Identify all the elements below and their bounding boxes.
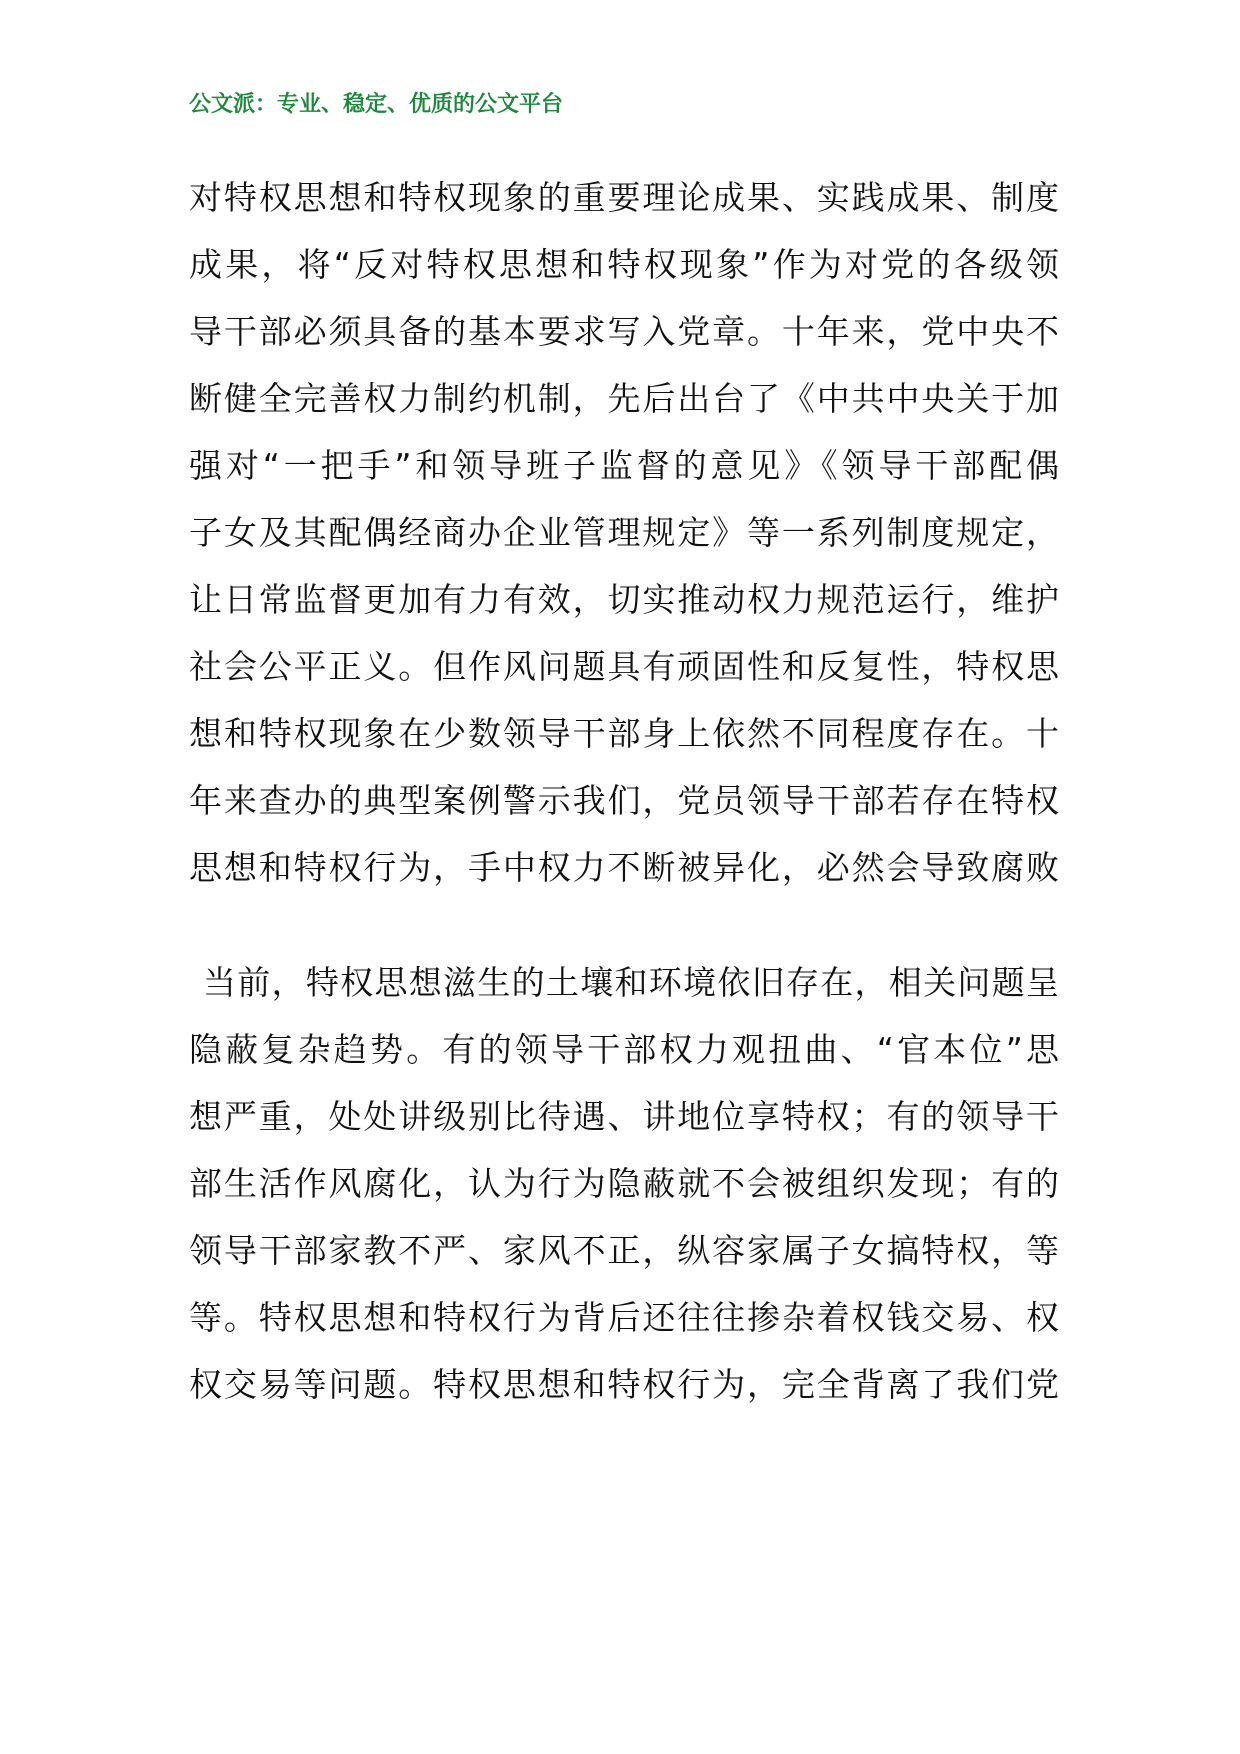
paragraph-1-line-7: 让日常监督更加有力有效，切实推动权力规范运行，维护	[189, 580, 1059, 619]
paragraph-2-line-1: 当前，特权思想滋生的土壤和环境依旧存在，相关问题呈	[203, 963, 1059, 1002]
paragraph-1-line-1: 对特权思想和特权现象的重要理论成果、实践成果、制度	[189, 178, 1059, 217]
paragraph-2-line-5: 领导干部家教不严、家风不正，纵容家属子女搞特权，等	[189, 1231, 1059, 1270]
paragraph-2-line-6: 等。特权思想和特权行为背后还往往掺杂着权钱交易、权	[189, 1298, 1059, 1337]
paragraph-2-line-3: 想严重，处处讲级别比待遇、讲地位享特权；有的领导干	[189, 1097, 1059, 1136]
paragraph-1-line-2: 成果，将“反对特权思想和特权现象”作为对党的各级领	[189, 245, 1059, 284]
paragraph-2-line-7: 权交易等问题。特权思想和特权行为，完全背离了我们党	[189, 1365, 1059, 1404]
paragraph-1-line-10: 年来查办的典型案例警示我们，党员领导干部若存在特权	[189, 781, 1059, 820]
paragraph-1-line-11: 思想和特权行为，手中权力不断被异化，必然会导致腐败	[189, 848, 1059, 887]
site-header-banner: 公文派：专业、稳定、优质的公文平台	[189, 91, 564, 117]
paragraph-1-line-6: 子女及其配偶经商办企业管理规定》等一系列制度规定，	[189, 513, 1059, 552]
paragraph-1-line-4: 断健全完善权力制约机制，先后出台了《中共中央关于加	[189, 379, 1059, 418]
paragraph-2-line-2: 隐蔽复杂趋势。有的领导干部权力观扭曲、“官本位”思	[189, 1030, 1059, 1069]
paragraph-1-line-5: 强对“一把手”和领导班子监督的意见》《领导干部配偶	[189, 446, 1059, 485]
paragraph-1-line-9: 想和特权现象在少数领导干部身上依然不同程度存在。十	[189, 714, 1059, 753]
paragraph-1-line-3: 导干部必须具备的基本要求写入党章。十年来，党中央不	[189, 312, 1059, 351]
paragraph-2-line-4: 部生活作风腐化，认为行为隐蔽就不会被组织发现；有的	[189, 1164, 1059, 1203]
paragraph-1-line-8: 社会公平正义。但作风问题具有顽固性和反复性，特权思	[189, 647, 1059, 686]
